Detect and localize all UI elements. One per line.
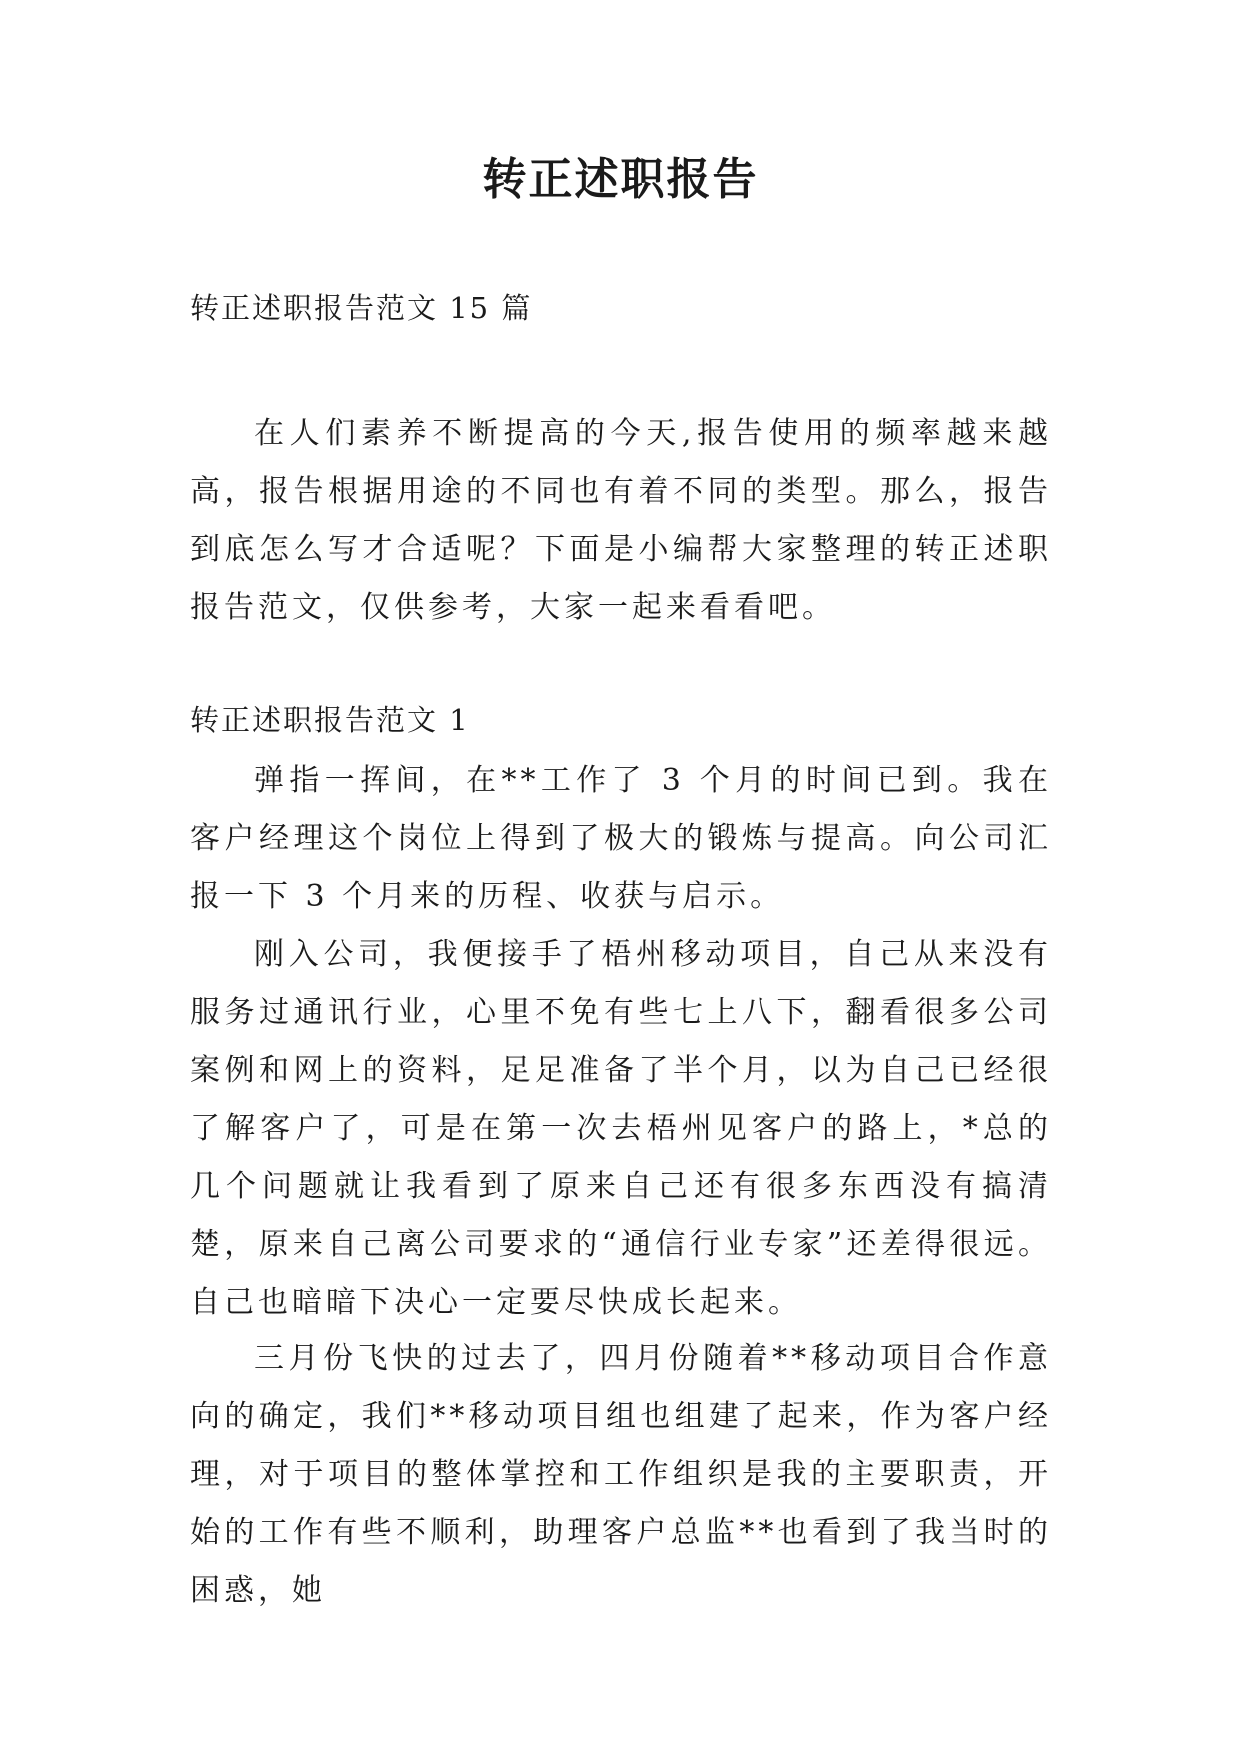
body-paragraph: 刚入公司，我便接手了梧州移动项目，自己从来没有服务过通讯行业，心里不免有些七上八下，翻看很多公司案例和网上的资料，足足准备了半个月，以为自己已经很了解客户了，可是在第一次去梧州见客户的路上，*总的几个问题就让我看到了原来自己还有很多东西没有搞清楚，原来自己离公司要求的“通信行业专家”还差得很远。自己也暗暗下决心一定要尽快成长起来。	[190, 937, 1052, 1320]
body-paragraph: 三月份飞快的过去了，四月份随着**移动项目合作意向的确定，我们**移动项目组也组建了起来，作为客户经理，对于项目的整体掌控和工作组织是我的主要职责，开始的工作有些不顺利，助理客户总监**也看到了我当时的困惑，她	[190, 1341, 1052, 1608]
section-heading: 转正述职报告范文 1	[190, 703, 470, 737]
intro-paragraph: 在人们素养不断提高的今天,报告使用的频率越来越高，报告根据用途的不同也有着不同的类型。那么，报告到底怎么写才合适呢？下面是小编帮大家整理的转正述职报告范文，仅供参考，大家一起来看看吧。	[190, 416, 1052, 625]
document-title: 转正述职报告	[482, 154, 759, 205]
body-paragraph: 弹指一挥间，在**工作了 3 个月的时间已到。我在客户经理这个岗位上得到了极大的锻炼与提高。向公司汇报一下 3 个月来的历程、收获与启示。	[190, 763, 1052, 914]
document-subtitle: 转正述职报告范文 15 篇	[190, 291, 533, 325]
